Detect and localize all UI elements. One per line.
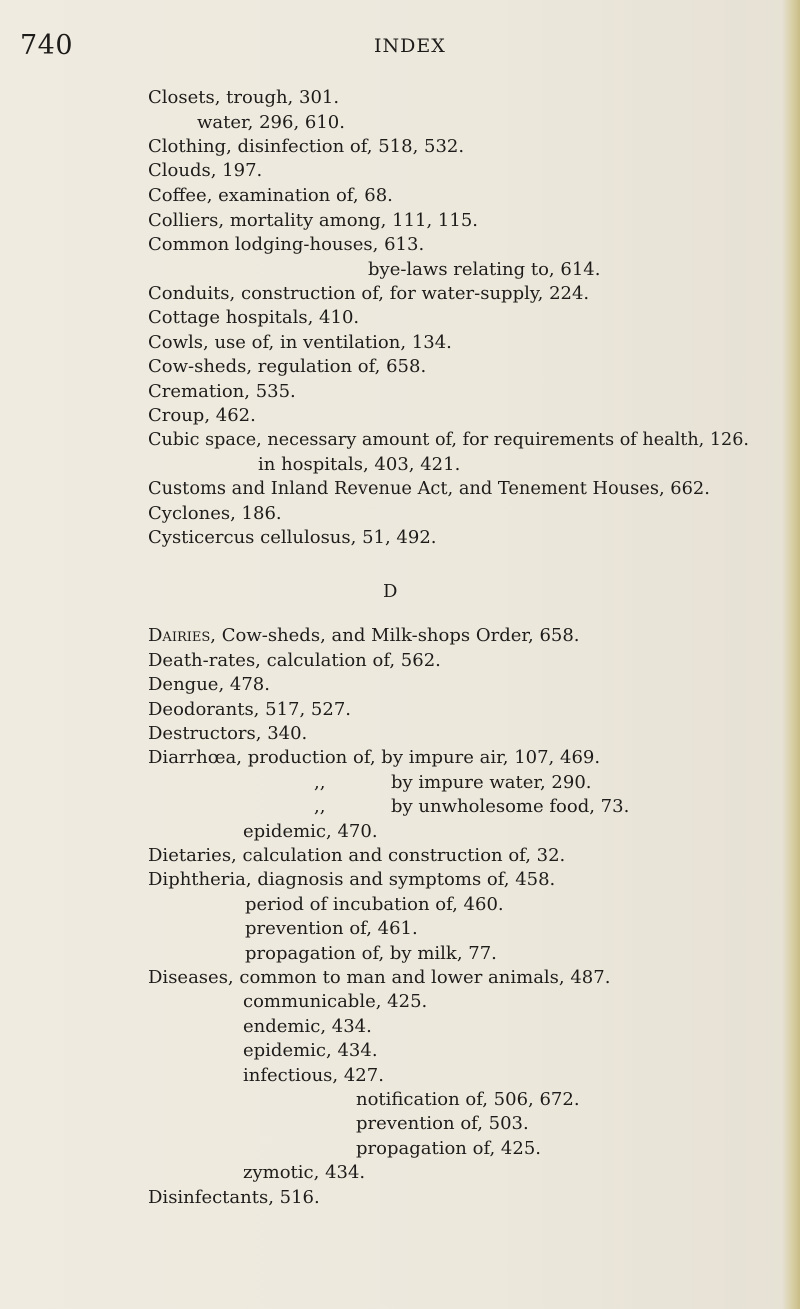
index-subentry: epidemic, 470. xyxy=(243,821,378,842)
index-subentry: prevention of, 461. xyxy=(245,918,418,939)
index-subentry: water, 296, 610. xyxy=(197,112,345,133)
running-head: INDEX xyxy=(374,35,446,57)
ditto-mark: ,, xyxy=(314,772,326,793)
index-entry xyxy=(148,624,580,648)
index-entry: Cubic space, necessary amount of, for requirements of health, 126. xyxy=(148,430,750,450)
ditto-mark: ,, xyxy=(314,796,326,817)
index-subentry: epidemic, 434. xyxy=(243,1040,378,1061)
index-subentry: zymotic, 434. xyxy=(243,1162,366,1183)
index-entry: Cremation, 535. xyxy=(148,381,296,402)
index-subentry: notification of, 506, 672. xyxy=(356,1089,580,1110)
index-subentry: infectious, 427. xyxy=(243,1065,384,1086)
index-entry: Cottage hospitals, 410. xyxy=(148,307,360,328)
index-entry: Common lodging-houses, 613. xyxy=(148,234,425,255)
index-entry: Diarrhœa, production of, by impure air, 107, 469. xyxy=(148,747,601,768)
index-entry: Disinfectants, 516. xyxy=(148,1187,320,1208)
index-entry: Diphtheria, diagnosis and symptoms of, 458. xyxy=(148,869,556,890)
index-entry: Cowls, use of, in ventilation, 134. xyxy=(148,332,452,353)
index-entry: Customs and Inland Revenue Act, and Tenement Houses, 662. xyxy=(148,478,710,499)
index-entry: Coffee, examination of, 68. xyxy=(148,185,393,206)
index-subentry: by impure water, 290. xyxy=(391,772,592,793)
index-subentry: prevention of, 503. xyxy=(356,1113,529,1134)
index-subentry: period of incubation of, 460. xyxy=(245,894,504,915)
index-subentry: communicable, 425. xyxy=(243,991,428,1012)
index-subentry: by unwholesome food, 73. xyxy=(391,796,630,817)
entry-text: , Cow-sheds, and Milk-shops Order, 658. xyxy=(210,625,580,646)
index-entry: Cow-sheds, regulation of, 658. xyxy=(148,356,427,377)
index-subentry: endemic, 434. xyxy=(243,1016,372,1037)
entry-headword: Dairies xyxy=(148,625,211,646)
index-entry: Closets, trough, 301. xyxy=(148,87,340,108)
index-entry: Cysticercus cellulosus, 51, 492. xyxy=(148,527,437,548)
index-subentry: in hospitals, 403, 421. xyxy=(258,454,461,475)
section-heading: D xyxy=(383,581,398,602)
index-entry: Clothing, disinfection of, 518, 532. xyxy=(148,136,465,157)
index-entry: Dietaries, calculation and construction of, 32. xyxy=(148,845,566,866)
index-subentry: propagation of, 425. xyxy=(356,1138,541,1159)
index-entry: Diseases, common to man and lower animals, 487. xyxy=(148,967,611,988)
page-edge xyxy=(782,0,800,1309)
index-entry: Destructors, 340. xyxy=(148,723,308,744)
index-entry: Death-rates, calculation of, 562. xyxy=(148,650,441,671)
page-header xyxy=(0,30,800,70)
page-number: 740 xyxy=(20,30,74,61)
index-entry: Croup, 462. xyxy=(148,405,256,426)
index-subentry: propagation of, by milk, 77. xyxy=(245,943,497,964)
index-entry: Dengue, 478. xyxy=(148,674,270,695)
index-entry: Cyclones, 186. xyxy=(148,503,282,524)
index-entry: Conduits, construction of, for water-supply, 224. xyxy=(148,283,590,304)
index-entry: Clouds, 197. xyxy=(148,160,263,181)
index-subentry: bye-laws relating to, 614. xyxy=(368,259,601,280)
index-entry: Deodorants, 517, 527. xyxy=(148,699,352,720)
index-entry: Colliers, mortality among, 111, 115. xyxy=(148,210,479,231)
